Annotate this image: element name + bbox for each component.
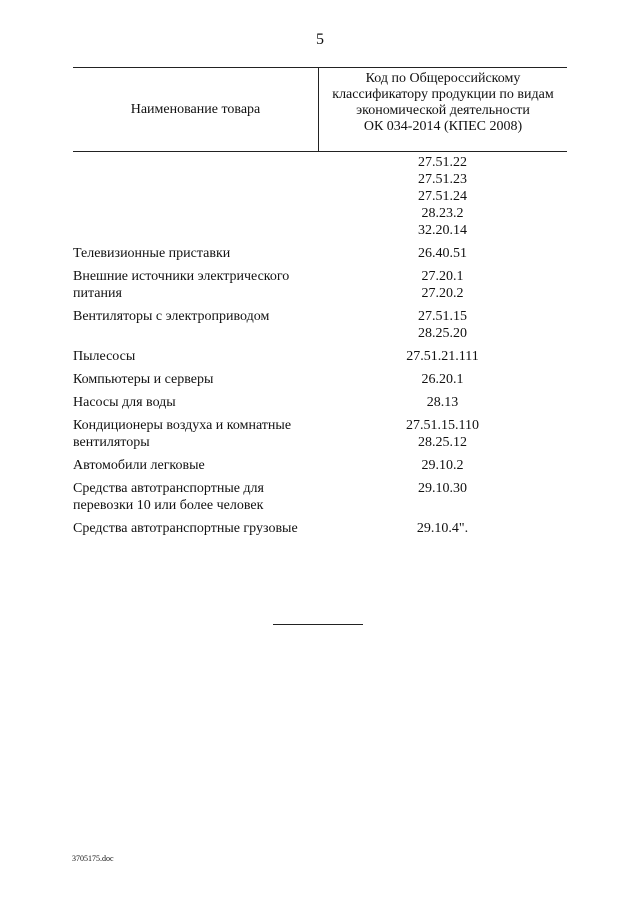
product-codes: [318, 348, 567, 365]
product-code: 27.51.24: [418, 189, 467, 204]
table-row: [73, 268, 567, 302]
product-codes: [318, 394, 567, 411]
header-product-name: Наименование товара: [130, 102, 261, 117]
product-code: 27.51.23: [418, 172, 467, 187]
product-code: 27.20.2: [421, 286, 464, 301]
product-codes: [318, 245, 567, 262]
product-codes: [318, 417, 567, 451]
product-codes: [318, 371, 567, 388]
table-row: [73, 154, 567, 239]
table-row: [73, 520, 567, 537]
product-code: 29.10.4".: [416, 521, 469, 536]
product-codes: [318, 308, 567, 342]
product-name: Насосы для воды: [73, 395, 176, 410]
product-code: 28.25.20: [418, 326, 467, 341]
product-name: Средства автотранспортные для перевозки 10 или более человек: [73, 481, 264, 513]
table-row: [73, 480, 567, 514]
product-code: 27.51.22: [418, 155, 467, 170]
product-codes: [318, 268, 567, 302]
table-header: [73, 67, 567, 152]
product-code: 32.20.14: [418, 223, 467, 238]
table-body: [73, 154, 567, 543]
header-code-line: экономической деятельности: [356, 103, 530, 118]
product-name: Телевизионные приставки: [73, 246, 231, 261]
product-code: 28.25.12: [418, 435, 467, 450]
product-codes: [318, 457, 567, 474]
footer-file-name: 3705175.doc: [72, 854, 114, 863]
header-code-line: Код по Общероссийскому: [365, 71, 521, 86]
header-code-column: [319, 71, 567, 135]
product-name: Внешние источники электрического питания: [73, 269, 290, 301]
table-row: [73, 457, 567, 474]
product-name: Компьютеры и серверы: [73, 372, 214, 387]
table-row: [73, 417, 567, 451]
product-code: 27.51.15: [418, 309, 467, 324]
product-name: Средства автотранспортные грузовые: [73, 521, 298, 536]
table-row: [73, 245, 567, 262]
product-code: 26.40.51: [418, 246, 467, 261]
product-code: 28.23.2: [421, 206, 464, 221]
page-number: 5: [316, 31, 324, 48]
header-code-line: ОК 034-2014 (КПЕС 2008): [363, 119, 523, 134]
product-name: Вентиляторы с электроприводом: [73, 309, 270, 324]
product-name: Автомобили легковые: [73, 458, 205, 473]
product-codes: [318, 154, 567, 239]
product-name: Пылесосы: [73, 349, 136, 364]
header-code-line: классификатору продукции по видам: [332, 87, 554, 102]
product-code: 27.51.15.110: [406, 418, 479, 433]
table-row: [73, 348, 567, 365]
table-row: [73, 371, 567, 388]
product-codes: [318, 480, 567, 497]
product-code: 27.20.1: [421, 269, 464, 284]
product-code: 29.10.2: [421, 458, 464, 473]
table-row: [73, 308, 567, 342]
product-name: Кондиционеры воздуха и комнатные вентиляторы: [73, 418, 292, 450]
table-row: [73, 394, 567, 411]
product-codes: [318, 520, 567, 537]
product-code: 27.51.21.111: [406, 349, 479, 364]
product-code: 28.13: [426, 395, 459, 410]
end-of-table-rule: [273, 624, 363, 625]
product-code: 26.20.1: [421, 372, 464, 387]
product-code: 29.10.30: [418, 481, 467, 496]
